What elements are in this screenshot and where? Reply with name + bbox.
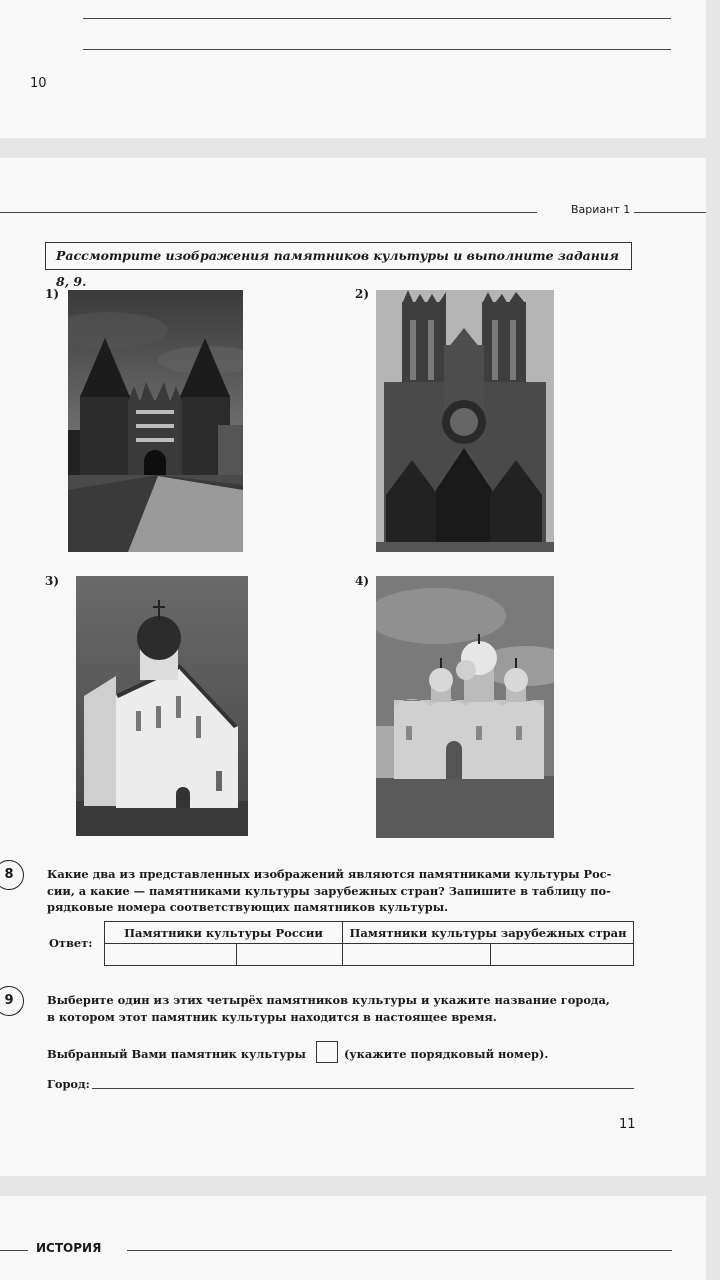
novgorod-church-photo [76,576,248,836]
chosen-number-box[interactable] [316,1041,338,1063]
city-label: Город: [47,1077,90,1091]
answer-cell[interactable] [237,944,343,966]
header-rule [0,212,537,213]
column-russia: Памятники культуры России [105,922,343,944]
page-number: 11 [619,1117,636,1132]
image-label-2: 2) [355,287,370,301]
task-8-line: Какие два из представленных изображений являются памятниками культуры Рос- [47,867,612,881]
dormition-cathedral-photo [376,576,554,838]
page-number: 10 [30,76,47,91]
rule-line [83,18,671,19]
task-9-line: в котором этот памятник культуры находится в настоящее время. [47,1009,497,1024]
answer-label: Ответ: [49,936,93,950]
chosen-prefix: Выбранный Вами памятник культуры [47,1047,306,1061]
footer-rule [127,1250,672,1251]
answer-cell[interactable] [491,944,634,966]
holstentor-photo [68,290,243,552]
chosen-suffix: (укажите порядковый номер). [344,1047,549,1061]
answer-cell[interactable] [343,944,491,966]
task-8-text [47,866,611,916]
rule-line [83,49,671,50]
task-9-line: Выберите один из этих четырёх памятников культуры и укажите название города, [47,993,610,1007]
task-9-text [47,992,610,1025]
task-8-line: рядковые номера соответствующих памятников культуры. [47,900,449,914]
variant-label: Вариант 1 [571,203,631,216]
footer-rule [0,1250,28,1251]
task-8-number: 8 [0,860,24,890]
reims-cathedral-photo [376,290,554,552]
image-label-4: 4) [355,574,370,588]
page-12 [0,1196,706,1280]
answer-table [104,921,634,966]
image-label-1: 1) [45,287,60,301]
task-8-line: сии, а какие — памятниками культуры зарубежных стран? Запишите в таблицу по- [47,883,611,898]
image-label-3: 3) [45,574,60,588]
city-input-line[interactable] [92,1088,634,1089]
subject-label: ИСТОРИЯ [36,1241,102,1255]
header-rule [634,212,706,213]
instruction-box: Рассмотрите изображения памятников культуры и выполните задания 8, 9. [45,242,632,270]
answer-cell[interactable] [105,944,237,966]
page-10 [0,0,706,138]
task-9-number: 9 [0,986,24,1016]
column-foreign: Памятники культуры зарубежных стран [343,922,634,944]
